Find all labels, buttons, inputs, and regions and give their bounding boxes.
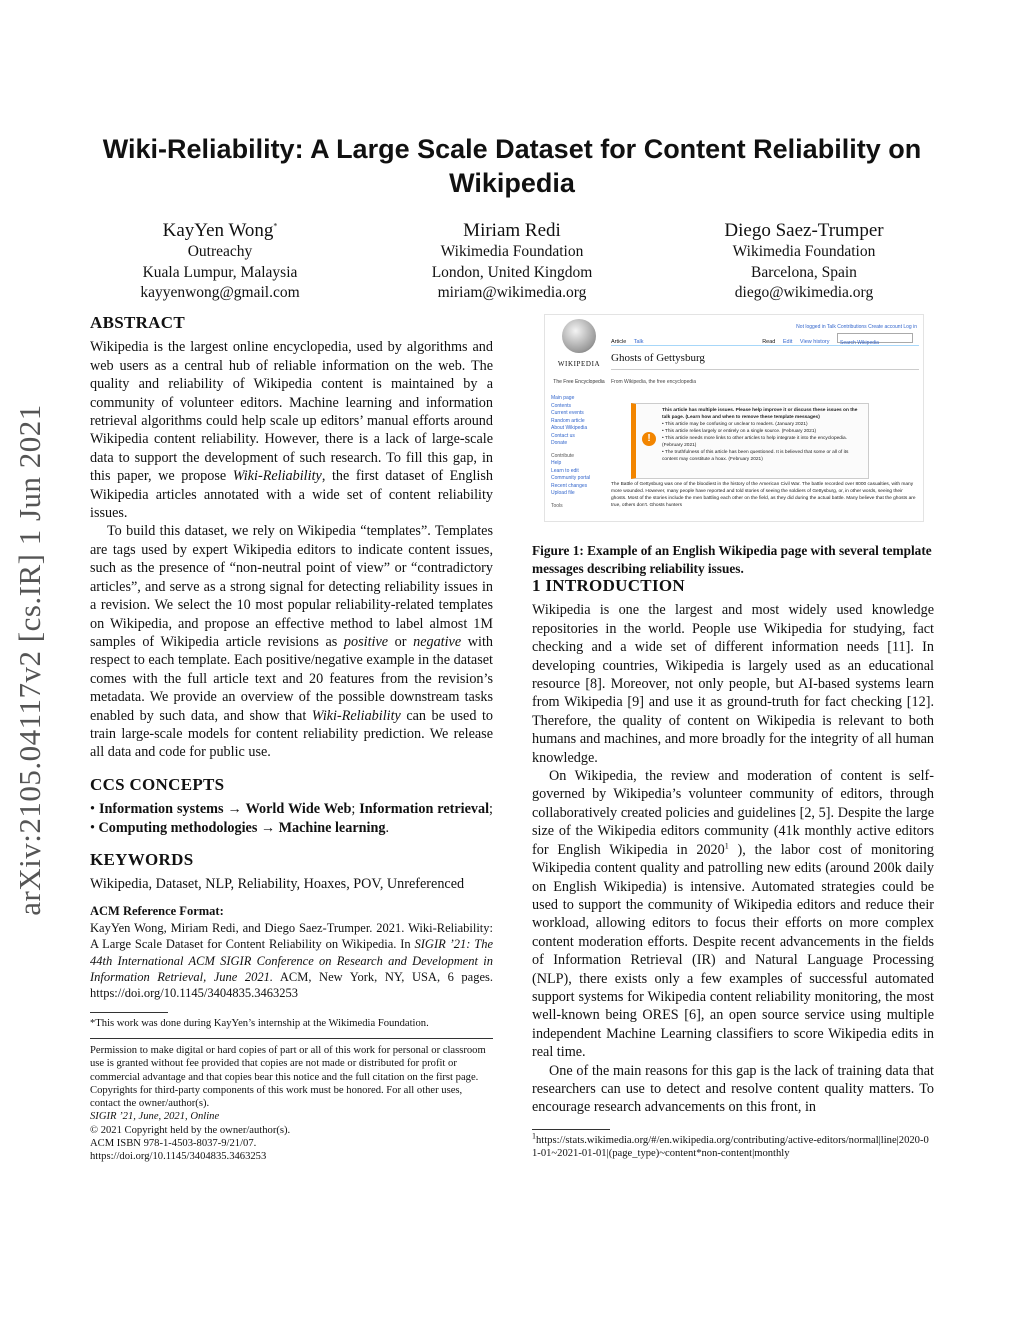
author-location: Kuala Lumpur, Malaysia — [142, 263, 298, 281]
author-block — [90, 220, 934, 304]
acm-reference-text: KayYen Wong, Miriam Redi, and Diego Saez-Trumper. 2021. Wiki-Reliability: A Large Scale Dataset for Content Reliability on Wikipedia. In SIGIR ’21: The 44th International ACM SIGIR Conference on Research and Development in Information Retrieval, June 2021. ACM, New York, NY, USA, 6 pages. https://doi.org/10.1145/3404835.3463253 — [90, 921, 493, 1001]
sidebar-item: Learn to edit — [551, 467, 579, 474]
doi-line[interactable]: https://doi.org/10.1145/3404835.3463253 — [90, 1151, 267, 1163]
abstract-paragraph-2: To build this dataset, we rely on Wikipedia “templates”. Templates are tags used by expert Wikipedia editors to indicate content issues, such as the presence of “non-neutral point of view” or “contradictory articles”, and serve as a strong signal for detecting reliability issues in a revision. We select the 10 most popular reliability-related templates on Wikipedia, and propose an effective method to label almost 1M samples of Wikipedia article revisions as positive or negative with respect to each template. Each positive/negative example in the dataset comes with the full article text and 20 features from the revision’s metadata. We provide an overview of the possible downstream tasks enabled by such data, and show that Wiki-Reliability can be used to train large-scale models for content reliability prediction. We release all data and code for public use. — [90, 523, 493, 761]
footnote-url[interactable]: https://stats.wikimedia.org/#/en.wikipedia.org/contributing/active-editors/normal|line|2020-01-01~2021-01-01|(page_type)~content*non-content|monthly — [532, 1134, 929, 1160]
ccs-concepts: • Information systems → World Wide Web; Information retrieval; • Computing methodologies → Machine learning. — [90, 801, 493, 836]
permission-rule — [90, 1038, 493, 1039]
author-email[interactable]: kayyenwong@gmail.com — [140, 284, 300, 301]
sidebar-item: Contact us — [551, 432, 575, 439]
sidebar-item: Random article — [551, 417, 585, 424]
sidebar-item: Donate — [551, 440, 568, 446]
page-tabs — [611, 333, 919, 346]
sidebar-item: Contents — [551, 402, 572, 409]
author-email[interactable]: diego@wikimedia.org — [734, 284, 874, 301]
article-body: The Battle of Gettysburg was one of the bloodiest in the history of the American Civil War. The battle recorded over 8000 casualties, with many more wounded. However, many people have reported and told stories of seeing the soldiers of Gettysburg, or, in other words, seeing their ghosts. Most of the stories include the men battling each other on the field, as they did during the actual battle. Many believe that the ghosts are true, others don't. Ghosts hunters — [611, 482, 916, 508]
isbn-line: ACM ISBN 978-1-4503-8037-9/21/07. — [90, 1138, 257, 1150]
article-area — [611, 349, 919, 508]
globe-icon — [562, 319, 596, 353]
warning-icon: ! — [642, 432, 656, 446]
author-affiliation: Wikimedia Foundation — [732, 243, 876, 260]
arxiv-stamp — [6, 380, 54, 940]
sidebar-item: About Wikipedia — [551, 425, 588, 431]
footnote-rule — [90, 1012, 168, 1013]
logo-tagline: The Free Encyclopedia — [553, 379, 605, 386]
sidebar-item: Recent changes — [551, 482, 588, 489]
wikipedia-logo — [549, 319, 609, 392]
venue-line: SIGIR ’21, June, 2021, Online — [90, 1111, 220, 1123]
abstract-paragraph-1: Wikipedia is the largest online encyclopedia, used by algorithms and web users as a central hub of reliable information on the web. The quality and reliability of Wikipedia content is maintained by a community of volunteer editors. Machine learning and information retrieval algorithms could help scale up editors’ manual efforts around Wikipedia content reliability. However, there is a lack of large-scale data to support the development of such research. To fill this gap, in this paper, we propose Wiki-Reliability, the first dataset of English Wikipedia articles annotated with a wide set of content reliability issues. — [90, 339, 493, 522]
keywords-heading: KEYWORDS — [90, 849, 194, 869]
footnote-internship: *This work was done during KayYen’s internship at the Wikimedia Foundation. — [90, 1017, 429, 1029]
tab-talk: Talk — [633, 339, 644, 345]
author-affiliation: Wikimedia Foundation — [440, 243, 584, 260]
footnote-rule-right — [532, 1129, 610, 1130]
intro-paragraph-1: Wikipedia is one the largest and most widely used knowledge repositories in the world. People use Wikipedia for studying, fact checking and a wide set of different information needs [11]. In developing countries, Wikipedia is largely used as an educational resource [8]. Moreover, not only people, but AI-based systems learn from Wikipedia [9] and use it as ground-truth for fact checking [12]. Therefore, the quality of content on Wikipedia is relevant to both humans and machines, and more broadly for the integrity of all human knowledge. — [532, 602, 934, 766]
author-2 — [382, 220, 642, 304]
user-toolbar: Not logged in Talk Contributions Create account Log in — [796, 324, 917, 330]
arxiv-stamp-text: arXiv:2105.04117v2 [cs.IR] 1 Jun 2021 — [12, 404, 47, 916]
issues-template-box — [631, 403, 869, 479]
right-column — [532, 314, 934, 1160]
tab-edit: Edit — [782, 339, 793, 345]
sidebar-item: Current events — [551, 410, 584, 416]
author-name: KayYen Wong — [162, 220, 274, 241]
figure-1-screenshot — [544, 314, 924, 522]
sidebar-heading: Tools — [551, 502, 563, 509]
article-subtitle: From Wikipedia, the free encyclopedia — [611, 379, 697, 386]
sidebar-nav — [551, 395, 607, 510]
tab-read: Read — [762, 339, 776, 345]
keywords-text: Wikipedia, Dataset, NLP, Reliability, Hoaxes, POV, Unreferenced — [90, 876, 465, 893]
author-location: Barcelona, Spain — [751, 263, 857, 281]
paper-title: Wiki-Reliability: A Large Scale Dataset for Content Reliability on Wikipedia — [102, 134, 922, 198]
tab-article: Article — [611, 339, 627, 345]
permission-block — [90, 1044, 493, 1164]
sidebar-item: Help — [551, 460, 562, 466]
sidebar-item: Community portal — [551, 475, 591, 481]
search-box: Search Wikipedia — [837, 333, 913, 343]
author-3 — [674, 220, 934, 304]
permission-text: Permission to make digital or hard copies of part or all of this work for personal or classroom use is granted without fee provided that copies are not made or distributed for profit or commercial advantage and that copies bear this notice and the full citation on the first page. Copyrights for third-party components of this work must be honored. For all other uses, contact the owner/author(s). — [90, 1044, 486, 1110]
article-title: Ghosts of Gettysburg — [611, 349, 919, 370]
logo-wordmark: WIKIPEDIA — [557, 360, 601, 368]
figure-caption: Figure 1: Example of an English Wikipedia page with several template messages describing reliability issues. — [532, 543, 932, 576]
left-column — [90, 314, 493, 1164]
intro-paragraph-2: On Wikipedia, the review and moderation of content is self-governed by Wikipedia’s volunteer community of editors, through collaboratively created policies and guidelines [2, 5]. Despite the large size of the Wikipedia editors community (41k monthly active editors for English Wikipedia in 2020$^1$ ), the labor cost of monitoring Wikipedia content quality and patrolling new edits (around 200k daily on English Wikipedia) is intensive. Automated strategies could be used to support the community of Wikipedia editors and reduce their workload, allowing editors to focus their efforts on more complex content moderation efforts. Despite recent advancements in the fields of Information Retrieval (IR) and Natural Language Processing (NLP), there exists only a few examples of successful automated support systems for Wikipedia content reliability monitoring, the most well-known being ORES [6], an open source service using multiple independent Machine Learning classifiers to score Wikipedia edits in real time. — [532, 768, 934, 1061]
introduction-heading: 1 INTRODUCTION — [532, 576, 685, 595]
author-mark: * — [273, 221, 278, 231]
tab-history: View history — [799, 339, 830, 345]
author-location: London, United Kingdom — [431, 263, 593, 281]
intro-paragraph-3: One of the main reasons for this gap is the lack of training data that researchers can use to detect and resolve content quality matters. To encourage research advancements on this front, in — [532, 1062, 934, 1116]
ccs-heading: CCS CONCEPTS — [90, 774, 225, 794]
sidebar-item: Upload file — [551, 490, 575, 496]
author-name: Diego Saez-Trumper — [724, 220, 884, 241]
acm-reference-heading: ACM Reference Format: — [90, 903, 224, 918]
issues-text: This article has multiple issues. Please help improve it or discuss these issues on the talk page. (Learn how and when to remove these template messages) • This article may be confusing or unclear to readers. (January 2021) • This article relies largely or entirely on a single source. (February 2021) • This article needs more links to other articles to help integrate it into the encyclopedia. (February 2021) • The truthfulness of this article has been questioned. It is believed that some or all of its content may constitute a hoax. (February 2021) — [662, 408, 858, 462]
author-affiliation: Outreachy — [187, 243, 253, 260]
author-1 — [90, 220, 350, 304]
sidebar-heading: Contribute — [551, 452, 575, 459]
sidebar-item: Main page — [551, 395, 575, 401]
footnote-1: $^1$https://stats.wikimedia.org/#/en.wikipedia.org/contributing/active-editors/normal|line|2020-01-01~2021-01-01|(page_type)~content*non-content|monthly — [532, 1131, 929, 1160]
author-name: Miriam Redi — [463, 220, 561, 241]
author-email[interactable]: miriam@wikimedia.org — [437, 284, 587, 301]
copyright-line: © 2021 Copyright held by the owner/author(s). — [90, 1124, 291, 1136]
footnote-marker[interactable]: 1 — [724, 840, 729, 850]
abstract-heading: ABSTRACT — [90, 313, 185, 332]
